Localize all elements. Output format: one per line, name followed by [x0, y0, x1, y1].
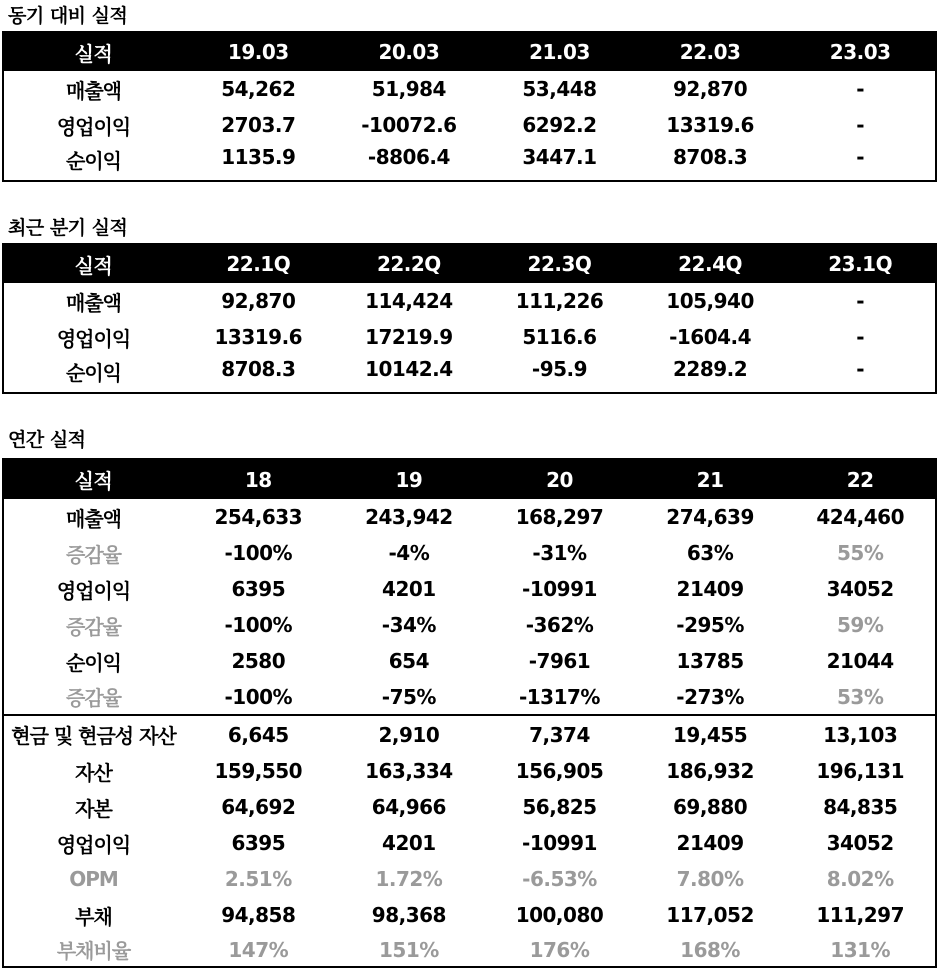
annual-header-year: 22	[785, 459, 936, 499]
table-row	[3, 355, 936, 393]
cell-value: 6395	[231, 831, 286, 855]
cell-value: 2580	[231, 649, 286, 673]
table-row	[3, 679, 936, 715]
cell-value: 111,226	[515, 289, 604, 313]
cell-value: 117,052	[666, 903, 754, 927]
annual-header-row	[3, 459, 936, 499]
table-row	[3, 107, 936, 143]
cell-value: 654	[388, 649, 430, 673]
cell-value: 7.80%	[676, 867, 744, 891]
table-row	[3, 933, 936, 967]
cell-value: -100%	[224, 541, 293, 565]
yoy-section-title: 동기 대비 실적	[8, 5, 128, 27]
cell-value: -6.53%	[522, 867, 597, 891]
cell-value: 6395	[231, 577, 286, 601]
yoy-header-period: 21.03	[484, 32, 635, 71]
cell-value: 147%	[228, 937, 289, 962]
row-label: 증감율	[66, 686, 121, 710]
quarterly-header-period: 22.2Q	[334, 244, 485, 283]
yoy-header-period: 23.03	[785, 32, 936, 71]
cell-value: 6,645	[183, 715, 334, 753]
quarterly-table	[2, 243, 937, 394]
cell-value: -31%	[532, 541, 587, 565]
cell-value: 53,448	[522, 77, 597, 101]
cell-value: 17219.9	[365, 325, 453, 349]
cell-value: -	[856, 289, 865, 313]
cell-value: 2.51%	[224, 867, 292, 891]
cell-value: -1317%	[518, 684, 600, 709]
table-row	[3, 643, 936, 679]
cell-value: 64,966	[371, 795, 446, 819]
cell-value: 13319.6	[666, 113, 754, 137]
table-row	[3, 71, 936, 107]
yoy-header-row	[3, 32, 936, 71]
row-label: 자본	[75, 796, 112, 821]
cell-value: 243,942	[365, 505, 453, 529]
cell-value: 10142.4	[365, 357, 453, 381]
yoy-header-label: 실적	[3, 32, 183, 71]
cell-value: 186,932	[666, 759, 754, 783]
cell-value: 92,870	[221, 289, 296, 313]
cell-value: 8708.3	[672, 145, 748, 169]
row-label: 부채	[75, 904, 112, 929]
cell-value: -	[856, 357, 865, 381]
cell-value: 13319.6	[214, 325, 303, 349]
cell-value: 163,334	[365, 759, 453, 783]
cell-value: 64,692	[221, 795, 296, 819]
cell-value: 168,297	[515, 505, 604, 529]
cell-value: 114,424	[365, 289, 453, 313]
annual-header-label: 실적	[3, 459, 183, 499]
cell-value: 13,103	[785, 715, 936, 753]
cell-value: -8806.4	[367, 145, 450, 169]
cell-value: 84,835	[823, 795, 898, 819]
yoy-header-period: 20.03	[334, 32, 485, 71]
cell-value: 100,080	[515, 903, 604, 927]
cell-value: 92,870	[672, 77, 748, 101]
row-label: 매출액	[66, 290, 121, 315]
annual-header-year: 19	[334, 459, 485, 499]
table-row	[3, 753, 936, 789]
table-row	[3, 715, 936, 753]
cell-value: -34%	[381, 613, 436, 637]
cell-value: -10072.6	[361, 113, 457, 137]
cell-value: 19,455	[635, 715, 786, 753]
cell-value: 254,633	[214, 505, 303, 529]
cell-value: 1135.9	[221, 145, 296, 169]
yoy-header-period: 19.03	[183, 32, 334, 71]
table-row	[3, 143, 936, 181]
cell-value: 54,262	[221, 77, 296, 101]
cell-value: 6292.2	[522, 113, 597, 137]
cell-value: 111,297	[816, 903, 904, 927]
cell-value: -	[856, 113, 865, 137]
cell-value: 98,368	[371, 903, 446, 927]
annual-header-year: 21	[635, 459, 786, 499]
cell-value: -362%	[525, 613, 594, 637]
cell-value: 7,374	[484, 715, 635, 753]
cell-value: -273%	[676, 684, 744, 709]
table-row	[3, 789, 936, 825]
cell-value: 2,910	[334, 715, 485, 753]
cell-value: -4%	[388, 541, 430, 565]
quarterly-header-period: 22.3Q	[484, 244, 635, 283]
cell-value: -95.9	[531, 357, 588, 381]
row-label: 매출액	[66, 78, 121, 103]
yoy-table	[2, 31, 937, 182]
cell-value: 4201	[382, 831, 436, 855]
table-row	[3, 607, 936, 643]
cell-value: 2703.7	[221, 113, 296, 137]
row-label: 증감율	[66, 542, 121, 567]
cell-value: -10991	[522, 831, 597, 855]
cell-value: 156,905	[515, 759, 604, 783]
row-label: 증감율	[66, 614, 121, 639]
row-label: 자산	[75, 760, 112, 785]
cell-value: 34052	[826, 831, 894, 855]
cell-value: 5116.6	[522, 325, 597, 349]
cell-value: 105,940	[666, 289, 754, 313]
row-label: 영업이익	[56, 832, 131, 857]
table-row	[3, 861, 936, 897]
cell-value: 4201	[382, 577, 436, 601]
quarterly-header-period: 22.1Q	[183, 244, 334, 283]
cell-value: 63%	[686, 541, 734, 565]
row-label: 영업이익	[56, 326, 131, 351]
table-row	[3, 571, 936, 607]
table-row	[3, 535, 936, 571]
row-label: 영업이익	[56, 114, 131, 139]
cell-value: 8.02%	[826, 867, 894, 891]
cell-value: 176%	[529, 937, 590, 962]
cell-value: 196,131	[816, 759, 904, 783]
table-row	[3, 825, 936, 861]
cell-value: 34052	[826, 577, 894, 601]
row-label: OPM	[69, 867, 118, 891]
cell-value: 56,825	[522, 795, 597, 819]
cell-value: -	[856, 145, 865, 169]
cell-value: 59%	[837, 613, 884, 637]
cell-value: 21409	[676, 831, 744, 855]
table-row	[3, 319, 936, 355]
cell-value: 131%	[830, 937, 891, 962]
row-label: 부채비율	[56, 939, 131, 963]
cell-value: 2289.2	[672, 357, 748, 381]
quarterly-section-title: 최근 분기 실적	[8, 217, 128, 239]
row-label: 순이익	[66, 149, 121, 173]
quarterly-header-label: 실적	[3, 244, 183, 283]
row-label: 순이익	[66, 361, 121, 385]
cell-value: 159,550	[214, 759, 303, 783]
quarterly-header-period: 23.1Q	[785, 244, 936, 283]
cell-value: -7961	[528, 649, 591, 673]
row-label: 순이익	[66, 650, 121, 675]
cell-value: 69,880	[672, 795, 748, 819]
cell-value: 51,984	[371, 77, 446, 101]
cell-value: 21409	[676, 577, 744, 601]
cell-value: 53%	[837, 684, 884, 709]
cell-value: 55%	[837, 541, 884, 565]
yoy-header-period: 22.03	[635, 32, 786, 71]
quarterly-header-row	[3, 244, 936, 283]
cell-value: -100%	[224, 613, 293, 637]
cell-value: 168%	[680, 937, 740, 962]
cell-value: 1.72%	[375, 867, 443, 891]
cell-value: -	[856, 325, 865, 349]
row-label: 영업이익	[56, 578, 131, 603]
table-row	[3, 283, 936, 319]
cell-value: 13785	[676, 649, 744, 673]
cell-value: 151%	[378, 937, 439, 962]
row-label: 현금 및 현금성 자산	[3, 715, 183, 753]
cell-value: -75%	[381, 684, 436, 709]
cell-value: 3447.1	[522, 145, 597, 169]
cell-value: 274,639	[666, 505, 754, 529]
cell-value: -10991	[522, 577, 597, 601]
cell-value: 424,460	[816, 505, 904, 529]
annual-section-title: 연간 실적	[8, 429, 86, 451]
cell-value: -1604.4	[669, 325, 752, 349]
cell-value: 8708.3	[221, 357, 296, 381]
annual-header-year: 20	[484, 459, 635, 499]
table-row	[3, 897, 936, 933]
cell-value: -295%	[676, 613, 744, 637]
table-row	[3, 499, 936, 535]
annual-table	[2, 458, 937, 968]
cell-value: 94,858	[221, 903, 296, 927]
cell-value: -100%	[224, 684, 293, 709]
annual-header-year: 18	[183, 459, 334, 499]
cell-value: 21044	[826, 649, 894, 673]
quarterly-header-period: 22.4Q	[635, 244, 786, 283]
cell-value: -	[856, 77, 865, 101]
row-label: 매출액	[66, 506, 121, 531]
